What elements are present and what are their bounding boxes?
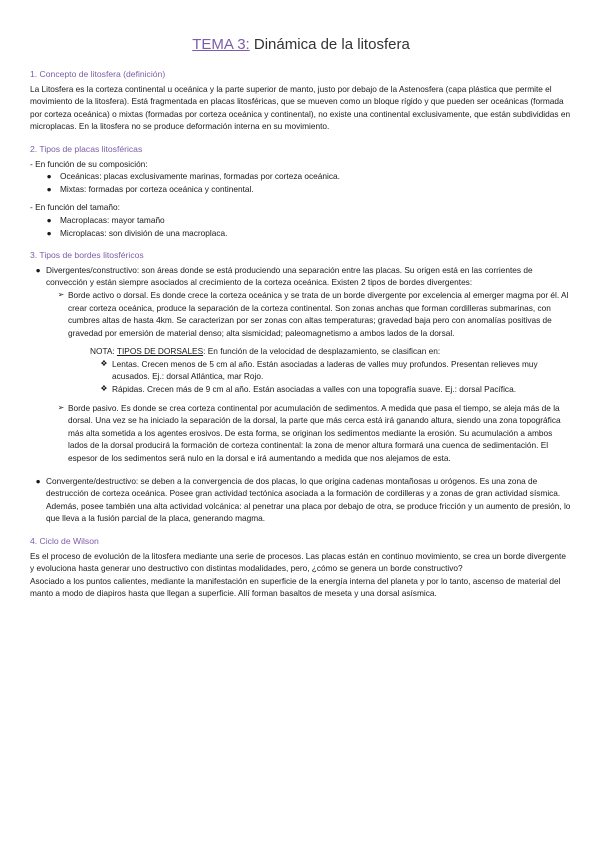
list-item-text: Oceánicas: placas exclusivamente marinas, formadas por corteza oceánica. [60, 171, 340, 182]
page-title [30, 36, 572, 54]
list-item [30, 214, 572, 227]
fast-ridges-text: Rápidas. Crecen más de 9 cm al año. Están asociadas a valles con una topografía suave. Ej.: dorsal Pacífica. [112, 384, 517, 395]
list-item-fast-ridges [30, 383, 572, 396]
note-text: : En función de la velocidad de desplazamiento, se clasifican en: [203, 346, 441, 357]
bullet-icon: ● [46, 227, 52, 238]
section-1-heading: 1. Concepto de litosfera (definición) [30, 69, 166, 79]
diamond-bullet-icon: ❖ [100, 358, 108, 368]
bullet-icon: ● [35, 475, 41, 486]
section-3-heading: 3. Tipos de bordes litosféricos [30, 250, 144, 261]
note-underlined: TIPOS DE DORSALES [116, 346, 204, 357]
size-label: - En función del tamaño: [30, 202, 120, 213]
section-1-body: La Litosfera es la corteza continental u oceánica y la parte superior de manto, justo por debajo de la Astenosfera (capa plástica que permite el movimiento de la litosfera). Está fragmentada en placas litosféricas, que se mueven como un bloque rígido y que pueden ser oceánicas (formada por corteza oceánica) o mixtas (formadas por corteza oceánica y continental), no existe una continental exclusivamente, que están subdivididas en microplacas. En la litosfera no se produce deformación interna en su movimiento. [30, 83, 571, 132]
section-4-paragraph-1: Es el proceso de evolución de la litosfera mediante una serie de procesos. Las placas están en continuo movimiento, se crea un borde divergente y evoluciona hasta generar uno destructivo con distintas modalidades, pero, ¿cómo se genera un borde constructivo? [30, 550, 566, 574]
divergent-text: Divergentes/constructivo: son áreas donde se está produciendo una separación entre las placas. Su origen está en las corrientes de convección y están siempre asociados al crecimiento de la corteza oceánica. Existen 2 tipos de bordes divergentes: [46, 264, 533, 288]
title-number: TEMA 3: [192, 36, 250, 53]
title-text: Dinámica de la litosfera [249, 36, 410, 53]
list-item [30, 183, 572, 196]
convergent-text: Convergente/destructivo: se deben a la convergencia de dos placas, lo que origina cadenas montañosas u orógenos. Es una zona de destrucción de corteza oceánica. Posee gran actividad tectónica asociada a la formación de cordilleras y a zonas de gran actividad sísmica. Además, posee también una alta actividad volcánica: al penetrar una placa por debajo de otra, se produce fricción y un aumento de presión, lo que lleva a la fusión parcial de la placa, generando magma. [46, 475, 571, 524]
list-item [30, 227, 572, 240]
bullet-icon: ● [46, 171, 52, 182]
bullet-icon: ● [46, 214, 52, 225]
list-item-text: Mixtas: formadas por corteza oceánica y continental. [60, 183, 254, 194]
list-item-passive-border [30, 402, 572, 465]
composition-label: - En función de su composición: [30, 158, 148, 169]
list-item-text: Microplacas: son división de una macroplaca. [60, 227, 228, 238]
slow-ridges-text: Lentas. Crecen menos de 5 cm al año. Están asociadas a laderas de valles muy profundos. Presentan relieves muy acusados. Ej.: dorsal Atlántica, mar Rojo. [112, 358, 538, 382]
list-item-convergent [30, 475, 572, 525]
section-4-heading: 4. Ciclo de Wilson [30, 536, 99, 546]
list-item-active-border [30, 289, 572, 339]
list-item-divergent [30, 264, 572, 289]
bullet-icon: ● [46, 183, 52, 194]
diamond-bullet-icon: ❖ [100, 384, 108, 394]
arrow-bullet-icon: ➢ [57, 402, 65, 412]
section-2-heading: 2. Tipos de placas litosféricas [30, 143, 143, 154]
passive-border-text: Borde pasivo. Es donde se crea corteza continental por acumulación de sedimentos. A medida que pasa el tiempo, se aleja más de la dorsal. Una vez se ha iniciado la separación de la dorsal, la parte que más cerca está irá ganando altura, siendo una zona topográfica más alta sometida a los agentes erosivos. De esta forma, se originan los sedimentos mediante la erosión. Su acumulación a ambos lados de la dorsal producirá la formación de corteza continental: la zona de menor altura formará una cuenca de sedimentación. El espesor de los sedimentos será nulo en la dorsal e irá aumentando a medida que nos alejamos de esta. [68, 402, 561, 464]
section-4-paragraph-2: Asociado a los puntos calientes, mediante la manifestación en superficie de la energía interna del planeta y por lo tanto, ascenso de material del manto a modo de diapiros hasta que llegan a superficie. Allí forman basaltos de meseta y una dorsal asísmica. [30, 575, 561, 599]
arrow-bullet-icon: ➢ [57, 289, 65, 299]
bullet-icon: ● [35, 264, 41, 275]
list-item-slow-ridges [30, 358, 572, 383]
active-border-text: Borde activo o dorsal. Es donde crece la corteza oceánica y se trata de un borde divergente por excelencia al emerger magma por él. Al crear corteza oceánica, produce la separación de la corteza continental. Son zonas anchas que forman cordilleras submarinas, con cumbres altas de hasta 4km. Se caracterizan por ser zonas con altas temperaturas; gravedad baja pero con anomalías positivas de gravedad por emersión de material denso; alta sismicidad; paleomagnetismo a ambos lados de la dorsal. [68, 289, 569, 338]
list-item [30, 170, 572, 183]
note-dorsal-types [30, 345, 572, 358]
note-label: NOTA: [90, 346, 117, 357]
list-item-text: Macroplacas: mayor tamaño [60, 214, 165, 225]
